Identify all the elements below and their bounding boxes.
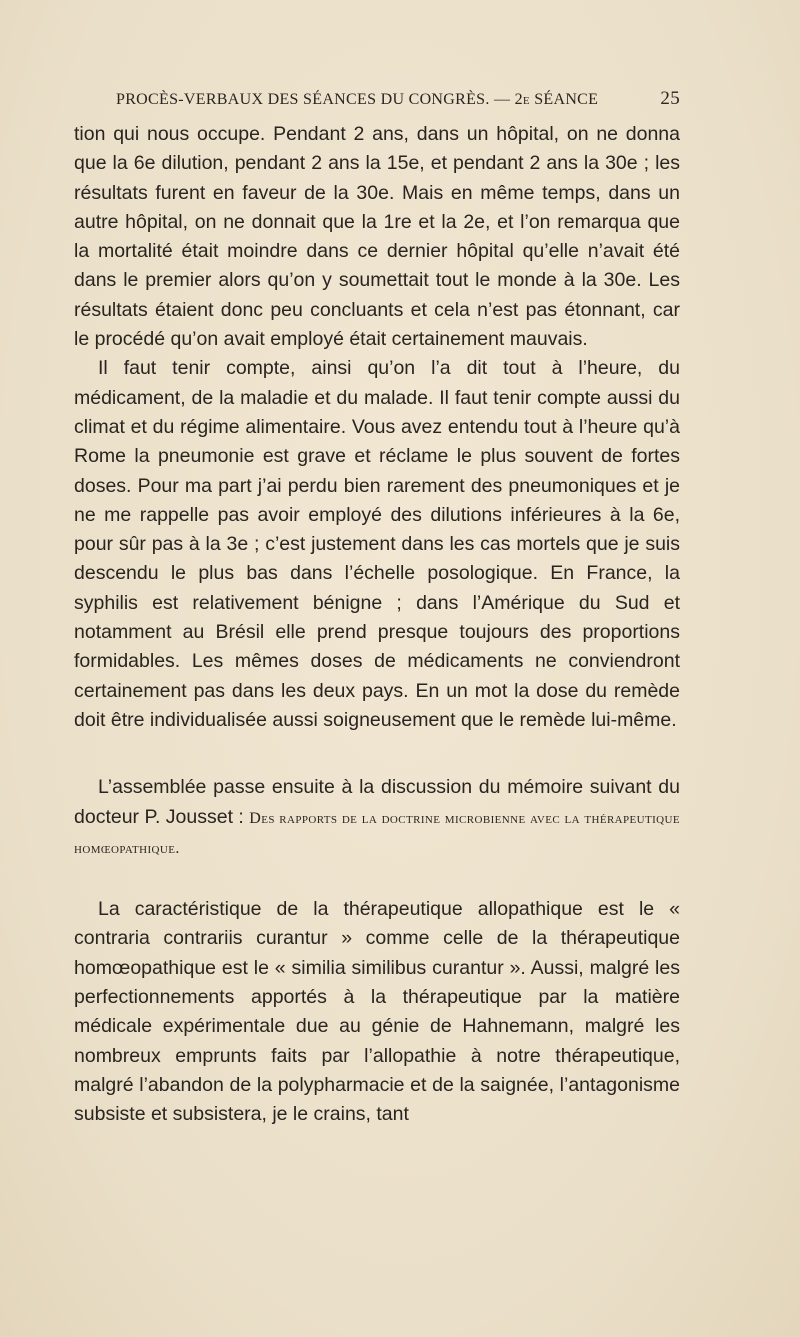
- paragraph-memoir: La caractéristique de la thérapeutique allopathique est le « contraria contrariis curantur » comme celle de la thérapeutique homœopathique est le « similia similibus curantur ». Aussi, malgré les perfectionnements apportés à la thérapeutique par la matière médicale expérimentale due au génie de Hahnemann, malgré les nombreux emprunts faits par l’allopathie à notre thérapeutique, malgré l’abandon de la polypharmacie et de la saignée, l’antagonisme subsiste et subsistera, je le crains, tant: [74, 898, 680, 1126]
- paragraph-dosage: Il faut tenir compte, ainsi qu’on l’a dit tout à l’heure, du médicament, de la maladie et du malade. Il faut tenir compte aussi du climat et du régime alimentaire. Vous avez entendu tout à l’heure qu’à Rome la pneumonie est grave et réclame le plus souvent de fortes doses. Pour ma part j’ai perdu bien rarement des pneumoniques et je ne me rappelle pas avoir employé des dilutions inférieures à la 6e, pour sûr pas à la 3e ; c’est justement dans les cas mortels que je suis descendu le plus bas dans l’échelle posologique. En France, la syphilis est relativement bénigne ; dans l’Amérique du Sud et notamment au Brésil elle prend presque toujours des proportions formidables. Les mêmes doses de médicaments ne conviendront certainement pas dans les deux pays. En un mot la dose du remède doit être individualisée aussi soigneusement que le remède lui-même.: [74, 357, 680, 731]
- paragraph-assembly: [74, 773, 680, 863]
- running-head: [116, 88, 680, 118]
- page: [74, 88, 680, 1130]
- paragraph-continuation: tion qui nous occupe. Pendant 2 ans, dans un hôpital, on ne donna que la 6e dilution, pendant 2 ans la 15e, et pendant 2 ans la 30e ; les résultats furent en faveur de la 30e. Mais en même temps, dans un autre hôpital, on ne donnait que la 1re et la 2e, et l’on remarqua que la mortalité était moindre dans ce dernier hôpital qu’elle n’avait été dans le premier alors qu’on y soumettait tout le monde à la 30e. Les résultats étaient donc peu concluants et cela n’est pas étonnant, car le procédé qu’on avait employé était certainement mauvais.: [74, 123, 680, 351]
- body-text: [74, 120, 680, 1130]
- page-number: 25: [660, 88, 680, 109]
- assembly-text: L’assemblée passe ensuite à la discussion du mémoire suivant du docteur P. Jousset :: [74, 776, 680, 828]
- running-head-title: PROCÈS-VERBAUX DES SÉANCES DU CONGRÈS. — 2e SÉANCE: [116, 91, 599, 108]
- memoir-title: Des rapports de la doctrine microbienne avec la thérapeutique homœopathique.: [74, 809, 680, 857]
